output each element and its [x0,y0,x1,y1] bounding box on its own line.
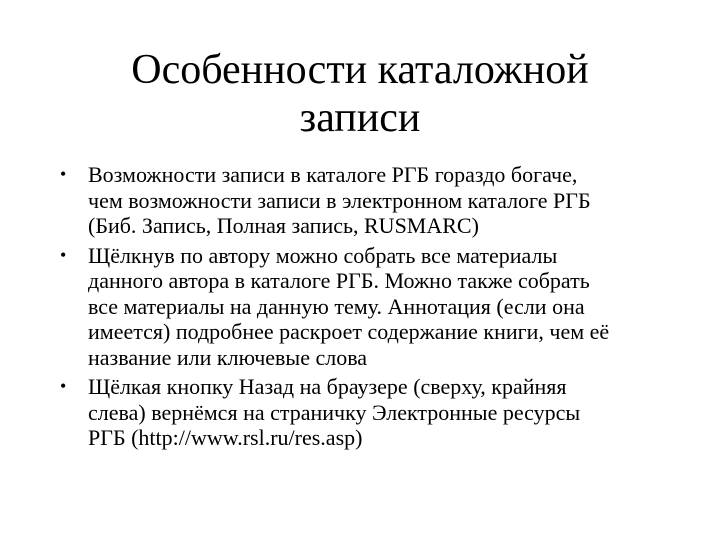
bullet-line: данного автора в каталоге РГБ. Можно также собрать [88,268,590,293]
slide-title-line: записи [299,95,421,141]
bullet-line: Возможности записи в каталоге РГБ гораздо богаче, [88,162,578,187]
bullet-line: РГБ (http://www.rsl.ru/res.asp) [88,425,363,450]
bullet-text [88,243,676,371]
bullet-text [88,374,676,451]
bullet-line: слева) вернёмся на страничку Электронные ресурсы [88,399,581,425]
bullet-dot-icon: • [60,376,67,396]
slide-title [60,46,660,142]
bullet-line: имеется) подробнее раскроет содержание книги, чем её [88,319,610,344]
slide-title-line: Особенности каталожной [131,47,589,93]
bullet-item [56,162,676,239]
bullet-line: Щёлкнув по автору можно собрать все материалы [88,242,558,268]
bullet-text [88,162,676,239]
bullet-dot-icon: • [60,164,67,184]
bullet-line: все материалы на данную тему. Аннотация (если она [88,293,585,319]
bullet-item [56,243,676,371]
bullet-dot-icon: • [60,244,67,265]
bullet-line: название или ключевые слова [88,344,368,370]
bullet-line: чем возможности записи в электронном каталоге РГБ [88,187,591,213]
bullet-line: (Биб. Запись, Полная запись, RUSMARC) [88,213,479,238]
bullet-list [56,162,676,455]
bullet-line: Щёлкая кнопку Назад на браузере (сверху, крайняя [88,374,567,399]
bullet-item [56,374,676,451]
